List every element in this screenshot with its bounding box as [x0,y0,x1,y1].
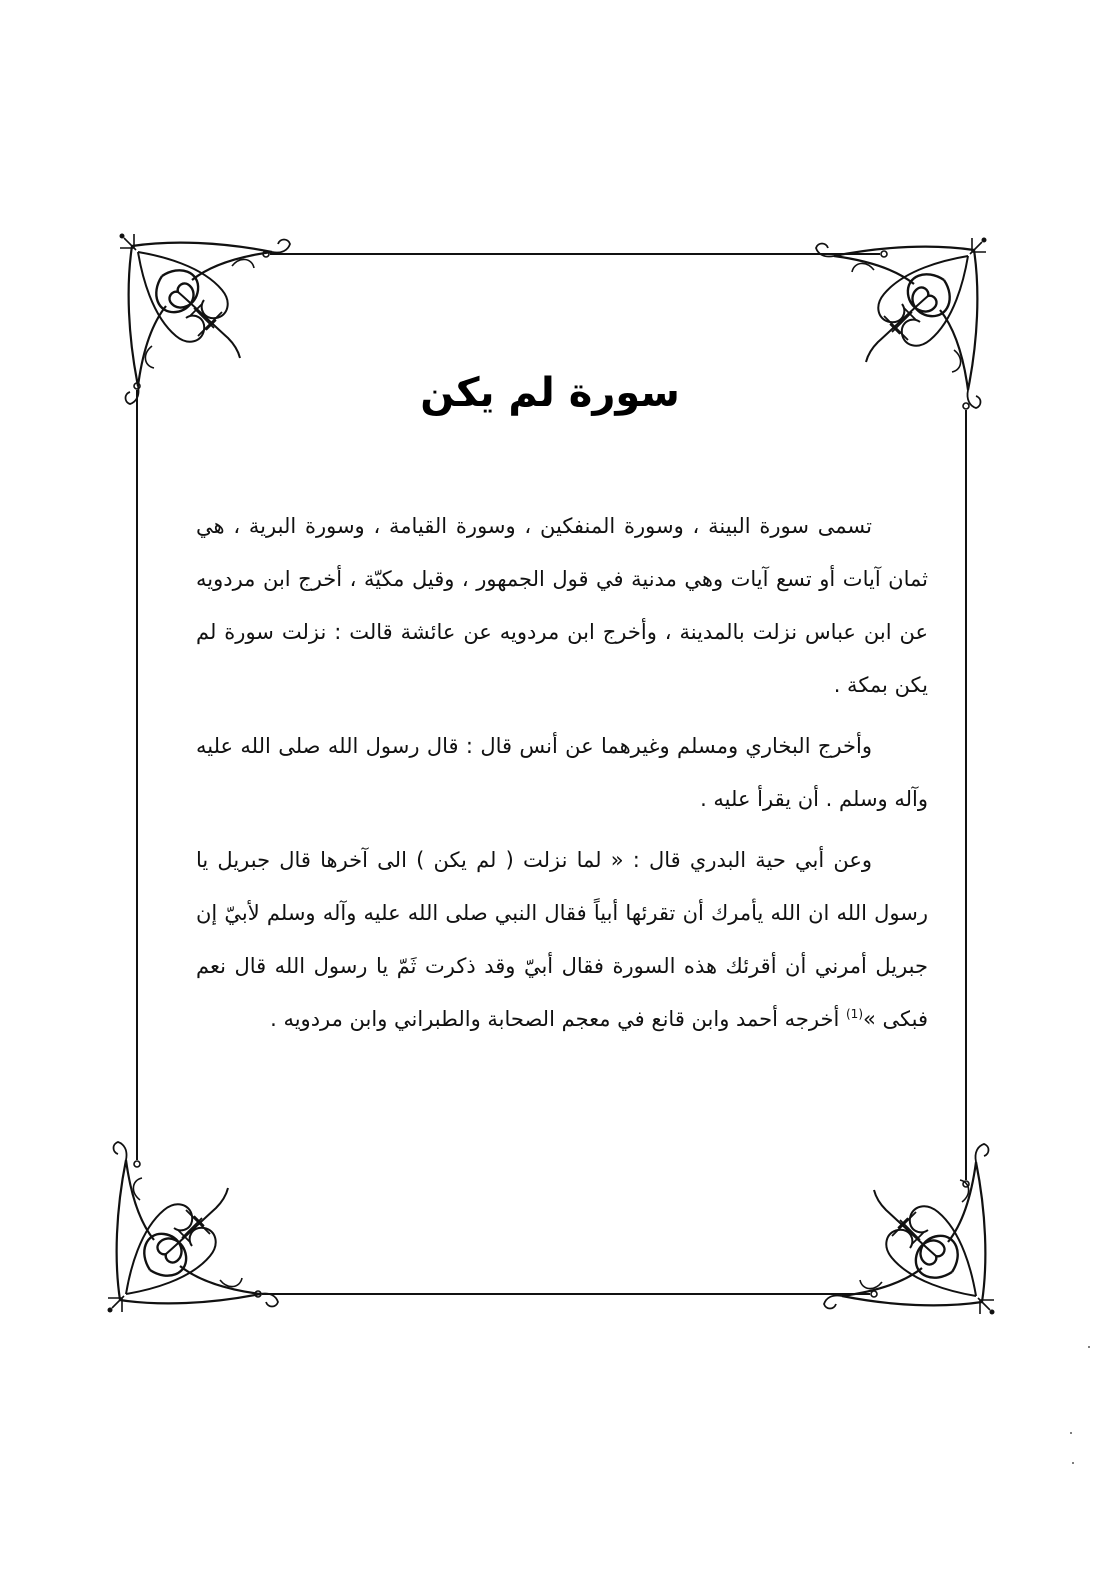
corner-ornament-bottom-left [108,1142,279,1313]
corner-ornament-bottom-right [824,1144,995,1315]
paragraph-3 [196,834,928,1046]
footnote-marker: (1) [845,1007,863,1021]
paragraph-2: وأخرج البخاري ومسلم وغيرهما عن أنس قال : قال رسول الله صلى الله عليه وآله وسلم . أن يقرأ عليه . [196,734,928,811]
paragraph-3-text: وعن أبي حية البدري قال : « لما نزلت ( لم يكن ) الى آخرها قال جبريل يا رسول الله ان الله يأمرك أن تقرئها أبياً فقال النبي صلى الله عليه وآله وسلم لأبيّ إن جبريل أمرني أن أقرئك هذه السورة فقال أبيّ وقد ذكرت ثَمّ يا رسول الله قال نعم فبكى » [196,848,928,1031]
page-title: سورة لم يكن [420,370,680,416]
paragraph-1: تسمى سورة البينة ، وسورة المنفكين ، وسورة القيامة ، وسورة البرية ، هي ثمان آيات أو تسع آيات وهي مدنية في قول الجمهور ، وقيل مكيّة ، أخرج ابن مردويه عن ابن عباس نزلت بالمدينة ، وأخرج ابن مردويه عن عائشة قالت : نزلت سورة لم يكن بمكة . [196,514,928,697]
body-text [196,500,928,1046]
scan-speck [1072,1462,1074,1464]
scan-speck [1070,1432,1072,1434]
scan-speck [1088,1346,1090,1348]
paragraph-3-continuation: أخرجه أحمد وابن قانع في معجم الصحابة والطبراني وابن مردويه . [270,1007,846,1031]
